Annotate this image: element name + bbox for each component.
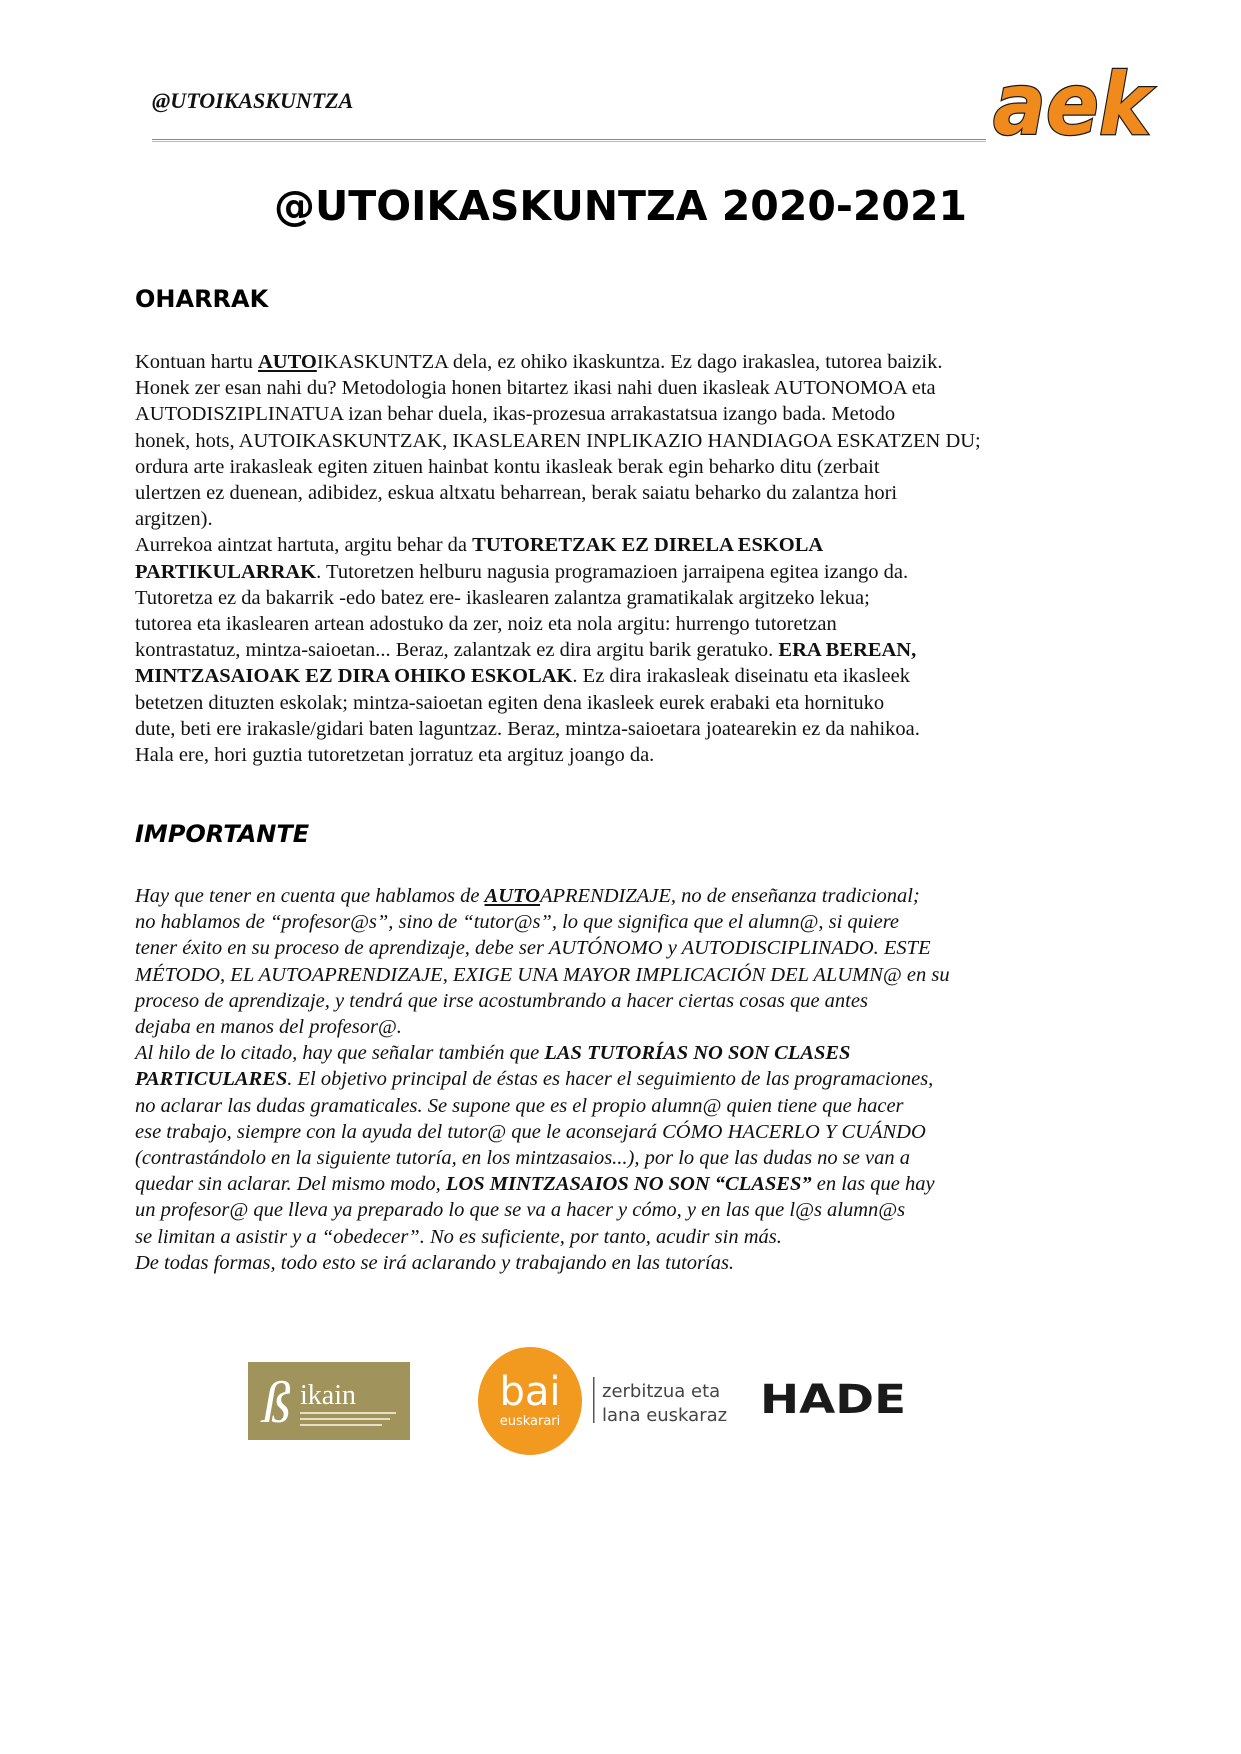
- oharrak-body: [135, 349, 1125, 768]
- hade-logo: [760, 1377, 906, 1423]
- header-rule: [152, 139, 986, 142]
- text-line: De todas formas, todo esto se irá aclarando y trabajando en las tutorías.: [135, 1251, 735, 1274]
- text-line: Kontuan hartu AUTOIKASKUNTZA dela, ez ohiko ikaskuntza. Ez dago irakaslea, tutorea baizik.: [135, 351, 943, 373]
- text-line: kontrastatuz, mintza-saioetan... Beraz, zalantzak ez dira argitu barik geratuko. ERA BEREAN,: [135, 639, 917, 662]
- text-line: ese trabajo, siempre con la ayuda del tutor@ que le aconsejará CÓMO HACERLO Y CUÁNDO: [135, 1120, 926, 1143]
- text-line: ordura arte irakasleak egiten zituen hainbat kontu ikasleak berak egin beharko ditu (zerbait: [135, 455, 880, 478]
- svg-text:euskarari: euskarari: [499, 1414, 561, 1429]
- text-line: dejaba en manos del profesor@.: [135, 1016, 402, 1039]
- text-line: Tutoretza ez da bakarrik -edo batez ere- ikaslearen zalantza gramatikalak argitzeko lekua;: [135, 586, 870, 609]
- section-heading-importante: IMPORTANTE: [135, 820, 310, 848]
- text-line: Honek zer esan nahi du? Metodologia honen bitartez ikasi nahi duen ikasleak AUTONOMOA eta: [135, 377, 936, 400]
- text-line: (contrastándolo en la siguiente tutoría, en los mintzasaios...), por lo que las dudas no se van a: [135, 1147, 910, 1170]
- aek-logo: [985, 52, 1160, 155]
- text-line: AUTODISZIPLINATUA izan behar duela, ikas-prozesua arrakastatsua izango bada. Metodo: [135, 403, 896, 426]
- svg-text:ß: ß: [262, 1370, 291, 1435]
- svg-text:zerbitzua eta: zerbitzua eta: [602, 1381, 721, 1402]
- svg-text:ikain: ikain: [300, 1380, 356, 1411]
- text-line: Aurrekoa aintzat hartuta, argitu behar da TUTORETZAK EZ DIRELA ESKOLA: [135, 534, 824, 557]
- svg-text:HADE: HADE: [760, 1377, 906, 1423]
- text-line: PARTICULARES. El objetivo principal de éstas es hacer el seguimiento de las programaciones,: [135, 1068, 934, 1091]
- text-line: MÉTODO, EL AUTOAPRENDIZAJE, EXIGE UNA MAYOR IMPLICACIÓN DEL ALUMN@ en su: [135, 963, 950, 986]
- text-line: dute, beti ere irakasle/gidari baten laguntzaz. Beraz, mintza-saioetara joatearekin ez da nahikoa.: [135, 717, 920, 740]
- importante-body: [135, 883, 1125, 1276]
- text-line: tener éxito en su proceso de aprendizaje, debe ser AUTÓNOMO y AUTODISCIPLINADO. ESTE: [135, 937, 931, 960]
- section-heading-oharrak: OHARRAK: [135, 285, 269, 313]
- text-line: ulertzen ez duenean, adibidez, eskua altxatu beharrean, berak saiatu beharko du zalantza hori: [135, 482, 898, 505]
- page-title: @UTOIKASKUNTZA 2020-2021: [274, 182, 967, 230]
- text-line: honek, hots, AUTOIKASKUNTZAK, IKASLEAREN INPLIKAZIO HANDIAGOA ESKATZEN DU;: [135, 429, 981, 452]
- bai-euskarari-logo: [476, 1345, 728, 1457]
- text-line: tutorea eta ikaslearen artean adostuko da zer, noiz eta nola argitu: hurrengo tutoretzan: [135, 613, 837, 636]
- text-line: MINTZASAIOAK EZ DIRA OHIKO ESKOLAK. Ez dira irakasleak diseinatu eta ikasleek: [135, 665, 910, 688]
- svg-text:aek: aek: [993, 55, 1156, 155]
- text-line: PARTIKULARRAK. Tutoretzen helburu nagusia programazioen jarraipena egitea izango da.: [135, 560, 909, 583]
- text-line: no aclarar las dudas gramaticales. Se supone que es el propio alumn@ quien tiene que hacer: [135, 1094, 904, 1117]
- text-line: no hablamos de “profesor@s”, sino de “tutor@s”, lo que significa que el alumn@, si quiere: [135, 911, 900, 934]
- text-line: argitzen).: [135, 508, 213, 531]
- svg-text:lana euskaraz: lana euskaraz: [602, 1405, 728, 1426]
- text-line: un profesor@ que lleva ya preparado lo que se va a hacer y cómo, y en las que l@s alumn@s: [135, 1199, 906, 1222]
- bikain-logo: [248, 1362, 410, 1440]
- text-line: Hala ere, hori guztia tutoretzetan jorratuz eta argituz joango da.: [135, 744, 655, 767]
- text-line: Hay que tener en cuenta que hablamos de AUTOAPRENDIZAJE, no de enseñanza tradicional;: [135, 885, 920, 907]
- text-line: proceso de aprendizaje, y tendrá que irse acostumbrando a hacer ciertas cosas que antes: [135, 989, 868, 1012]
- text-line: se limitan a asistir y a “obedecer”. No es suficiente, por tanto, acudir sin más.: [135, 1225, 782, 1248]
- text-line: betetzen dituzten eskolak; mintza-saioetan egiten dena ikasleek eurek erabaki eta hornituko: [135, 691, 885, 714]
- text-line: Al hilo de lo citado, hay que señalar también que LAS TUTORÍAS NO SON CLASES: [135, 1042, 851, 1065]
- svg-text:bai: bai: [499, 1369, 561, 1415]
- text-line: quedar sin aclarar. Del mismo modo, LOS MINTZASAIOS NO SON “CLASES” en las que hay: [135, 1173, 935, 1196]
- header-title: @UTOIKASKUNTZA: [152, 88, 354, 113]
